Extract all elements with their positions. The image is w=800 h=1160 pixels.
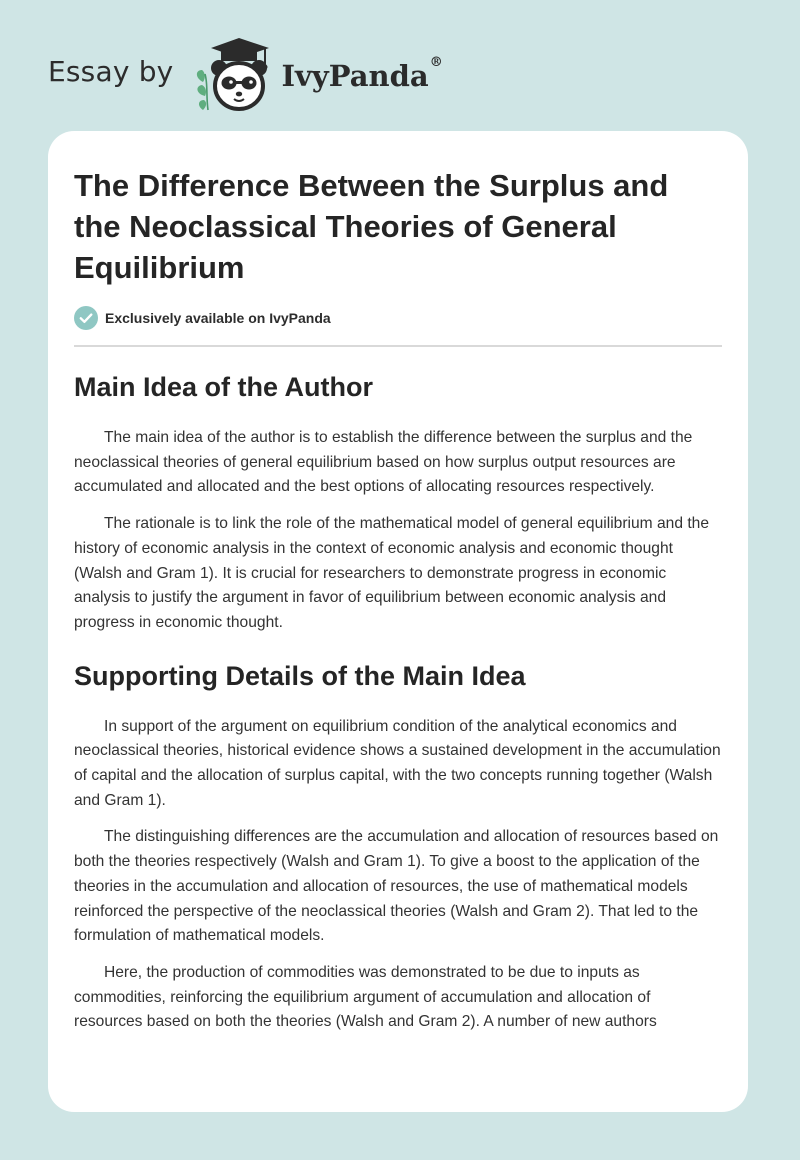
paragraph: In support of the argument on equilibrium condition of the analytical economics and neoclassical theories, historical evidence shows a sustained development in the accumulation of capital and the allocation of surplus capital, with the two concepts running together (Walsh and Gram 1). [74, 717, 721, 809]
check-circle-icon [74, 306, 98, 330]
registered-mark: ® [429, 55, 443, 70]
exclusive-badge-label: Exclusively available on IvyPanda [105, 310, 331, 326]
panda-graduate-icon[interactable] [191, 34, 279, 114]
section-heading-main-idea: Main Idea of the Author [74, 372, 373, 402]
title-divider [74, 345, 722, 347]
exclusive-badge [74, 306, 722, 330]
paragraph: The main idea of the author is to establish the difference between the surplus and the neoclassical theories of general equilibrium based on how surplus output resources are accumulated and allocated and the best options of allocating resources respectively. [74, 429, 693, 496]
essay-by-label: Essay by [48, 54, 174, 88]
paragraph: Here, the production of commodities was demonstrated to be due to inputs as commodities, reinforcing the equilibrium argument of accumulation and allocation of resources based on both the theories (Walsh and Gram 2). A number of new authors [74, 963, 657, 1031]
essay-card [48, 131, 748, 1112]
essay-title: The Difference Between the Surplus and the Neoclassical Theories of General Equilibrium [74, 168, 669, 285]
paragraph: The distinguishing differences are the accumulation and allocation of resources based on both the theories respectively (Walsh and Gram 1). To give a boost to the application of the theories in the accumulation and allocation of resources, the use of mathematical models reinforced the perspective of the neoclassical theories (Walsh and Gram 2). That led to the formulation of mathematical models. [74, 828, 719, 945]
section-heading-supporting-details: Supporting Details of the Main Idea [74, 660, 526, 691]
site-header [48, 34, 443, 114]
brand-name-text[interactable]: IvyPanda [281, 59, 429, 93]
brand-name[interactable] [281, 55, 443, 93]
paragraph: The rationale is to link the role of the mathematical model of general equilibrium and the history of economic analysis in the context of economic analysis and economic thought (Walsh and Gram 1). It is crucial for researchers to demonstrate progress in economic analysis to justify the argument in favor of equilibrium between economic analysis and progress in economic thought. [74, 515, 710, 631]
